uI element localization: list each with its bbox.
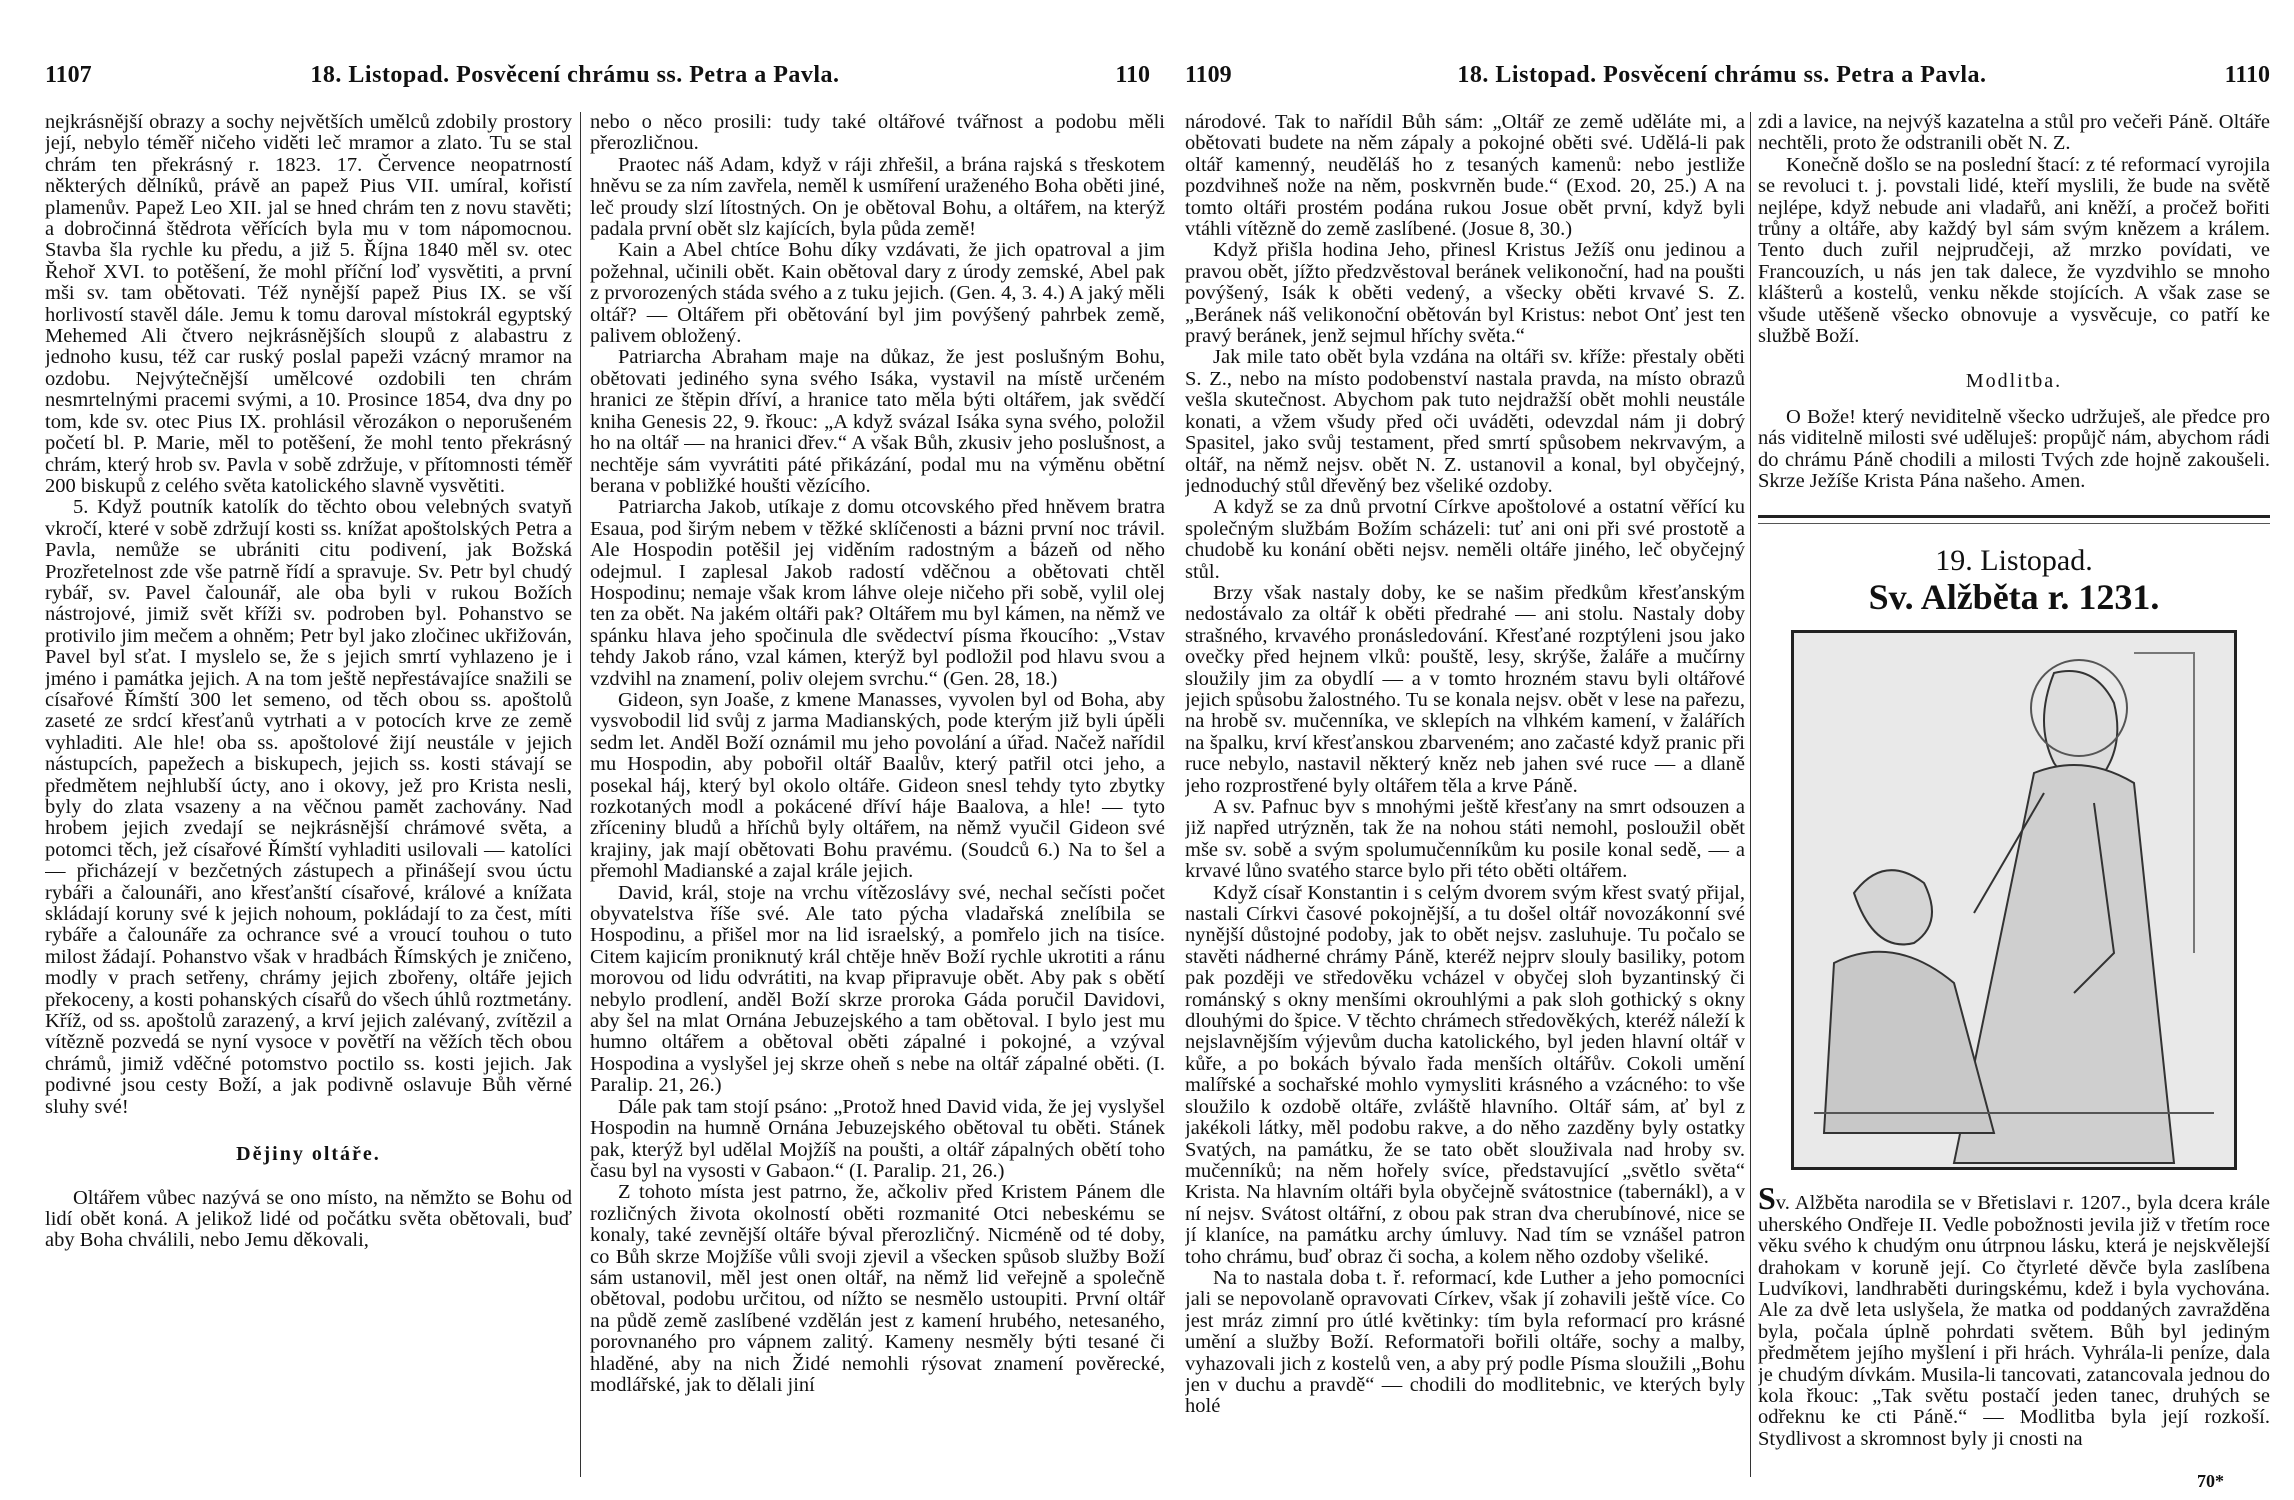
text-block xyxy=(1758,1180,2270,1450)
section-heading: Dějiny oltáře. xyxy=(236,1143,381,1166)
running-header xyxy=(1150,62,2294,98)
running-header xyxy=(0,62,1150,98)
section-rule xyxy=(1758,515,2270,524)
running-title: 18. Listopad. Posvěcení chrámu ss. Petra a Pavla. xyxy=(1457,62,1987,88)
paragraph: David, král, stoje na vrchu vítězoslávy své, nechal sečísti počet obyvatelstva říše své. Ale tato pýcha vladařská znelíbila se Hospodinu, a přišel mor na lid israelský, a pomřelo jich na tisíce. Citem kajicím proniknutý král chtěje hněv Boží rychle ukrotiti a ránu morovou od lidu odvrátiti, na kvap připravuje obět. Aby pak s obětí nebylo prodlení, anděl Boží skrze proroka Gáda poručil Davidovi, aby šel na mlat Ornána Jebuzejského a tam obětoval. I bylo jest mu humno oltářem a obětoval oběti zápalné i pokojné, a vzýval Hospodina a vyslyšel jej skrze oheň s nebe na oltář zápalné oběti. (I. Paralip. 21, 26.) xyxy=(590,881,1165,1097)
page-number: 1107 xyxy=(45,62,92,88)
paragraph: Kain a Abel chtíce Bohu díky vzdávati, že jich opatroval a jim požehnal, učinili obět. Kain obětoval dary z úrody zemské, Abel pak z prvorozených stáda svého a z tuku jejich. (Gen. 4, 3. 4.) A jaký měli oltář? — Oltářem při obětování byl jim povýšený pahrbek země, palivem obložený. xyxy=(590,239,1165,348)
paragraph: Z tohoto místa jest patrno, že, ačkoliv před Kristem Pánem dle rozličných života okolností oběti rozmanité Otci nebeskému se konaly, také zevnější oltáře býval přerozličný. Nicméně od té doby, co Bůh skrze Mojžíše vůli svoji zjevil a všecken spůsob služby Boží sám ustanovil, měl jest onen oltář, na němž lid veřejně a společně obětoval, podobu určitou, od nížto se nesmělo ustoupiti. První oltář na půdě země zaslíbené vzdělán jest z kamení hrubého, netesaného, porovnaného pro vápnem zalitý. Kameny nesměly býti tesané či hladěné, aby na nich Židé nemohli rýsovat znamení pověrecké, modlářské, jak to dělali jiní xyxy=(590,1181,1165,1396)
paragraph: Když přišla hodina Jeho, přinesl Kristus Ježíš onu jedinou a pravou obět, jížto předzvěstoval beránek velikonoční, had na poušti povýšený, Isák k oběti vedený, a všecky oběti krvavé S. Z. „Beránek náš velikonoční obětován byl Kristus: nebot Onť jest ten pravý beránek, jenž sejmul hříchy světa.“ xyxy=(1185,239,1745,348)
text-column xyxy=(45,112,572,1482)
column-divider xyxy=(580,112,581,1477)
engraving-image xyxy=(1794,633,2234,1167)
section-heading: Modlitba. xyxy=(1965,370,2063,393)
text-column xyxy=(1758,112,2270,1482)
paragraph: Praotec náš Adam, když v ráji zhřešil, a brána rajská s třeskotem hněvu se za ním zavřela, neměl k usmíření uraženého Boha oběti jiné, leč proudy slzí lítostných. On je obětoval Bohu, a oltářem, na kterýž padala první obět slz kajících, byla půda země! xyxy=(590,153,1165,241)
feast-title: Sv. Alžběta r. 1231. xyxy=(1868,576,2160,617)
paragraph: Dále pak tam stojí psáno: „Protož hned David vida, že jej vyslyšel Hospodin na humně Ornána Jebuzejského obětoval tu oběti. Stánek pak, kterýž byl udělal Mojžíš na poušti, a oltář zápalných obětí toho času byl na vysosti v Gabaon.“ (I. Paralip. 21, 26.) xyxy=(590,1095,1165,1182)
text-column xyxy=(590,112,1165,1482)
paragraph: Patriarcha Abraham maje na důkaz, že jest poslušným Bohu, obětovati jediného syna svého Isáka, vystavil na místě určeném hranici ze štěpin dříví, a hranice tato měla býti oltářem, jak svědčí kniha Genesis 22, 9. řkouc: „A když svázal Isáka syna svého, položil ho na oltář — na hranici dřev.“ A však Bůh, zkusiv jeho poslušnost, a nechtěje sám vyvrátiti páté přikázání, podal mu na výměnu obětní berana v pobližké houšti vězícího. xyxy=(590,346,1165,497)
paragraph: A když se za dnů prvotní Církve apoštolové a ostatní věřící ku společným službám Božím scházeli: tuť ani oni při své prostotě a chudobě ku konání oběti nejsv. neměli oltáře jiného, leč obyčejný stůl. xyxy=(1185,496,1745,583)
paragraph: Konečně došlo se na poslední štací: z té reformací vyrojila se revoluci t. j. povstali lidé, kteří myslili, že bude na světě nejlépe, když nebude ani vladařů, ani kněží, a pročež bořiti trůny a oltáře, aby každý byl sám svým knězem a králem. Tento duch zuřil nejprudčeji, až mrzko povídati, ve Francouzích, u nás jen tak dalece, že vyzdvihlo se mnoho klášterů a kostelů, venku někde stojících. A však zase se všude utěšeně všecko obnovuje a vysvěcuje, co patří ke službě Boží. xyxy=(1758,153,2270,348)
paragraph: A sv. Pafnuc byv s mnohými ještě křesťany na smrt odsouzen a již napřed utrýzněn, tak že na nohou státi nemohl, posloužil obět mše sv. sobě a svým spolumučenníkům ku posile konal sedě, — a krvavé lůno svatého starce bylo při této oběti oltářem. xyxy=(1185,796,1745,883)
signature-mark: 70* xyxy=(2197,1471,2224,1491)
paragraph: zdi a lavice, na nejvýš kazatelna a stůl pro večeři Páně. Oltáře nechtěli, proto že odstranili obět N. Z. xyxy=(1758,112,2270,155)
paragraph: Sv. Alžběta narodila se v Břetislavi r. 1207., byla dcera krále uherského Ondřeje II. Vedle pobožnosti jevila již v třetím roce věku svého k chudým onu útrpnou lásku, která je nejskvělejší drahokam v koruně její. Co čtyrleté děvče byla zaslíbena Ludvíkovi, landhraběti duringskému, kdež i byla vychována. Ale za dvě leta uslyšela, že matka od poddaných zavražděna byla, počala úplně pohrdati světem. Bůh byl jediným předmětem jejího myšlení i při hrách. Vyhrála-li peníze, dala je chudým dívkám. Musila-li tancovati, zatancovala jednou do kola řkouc: „Tak světu postačí jeden tanec, druhých se odřeknu ke cti Páně.“ — Modlitba byla její rozkoší. Stydlivost a skromnost byly ji cnosti na xyxy=(1758,1180,2270,1450)
paragraph: nejkrásnější obrazy a sochy největších umělců zdobily prostory její, nebylo téměř ničeho viděti leč mramor a zlato. Tu se stal chrám ten překrásný r. 1823. 17. Července neopatrností některých dělníků, právě an papež Pius VII. umíral, kořistí plamenův. Papež Leo XII. jal se hned chrám ten z novu stavěti; a dobročinná štědrota věřících byla mu v tom nápomocnou. Stavba šla rychle ku předu, a již 5. Října 1840 měl sv. otec Řehoř XVI. to potěšení, že mohl příční loď vysvětiti, a první mši sv. tam obětovati. Též nynější papež Pius IX. se vší horlivostí stavěl dále. Jemu k tomu daroval místokrál egyptský Mehemed Ali čtvero nejkrásnějších sloupů z alabastru z jednoho kusu, též car ruský poslal papeži vzácný mramor na ozdobu. Nejvýtečnější umělcové ozdobili ten chrám nesmrtelnými pracemi svými, a 10. Prosince 1854, dva dny po tom, kde sv. otec Pius IX. prohlásil věrozákon o neporušeném početí bl. P. Marie, měl to potěšení, že mohl tento překrásný chrám, který hrob sv. Pavla v sobě zdržuje, v přítomnosti téměř 200 biskupů z celého světa katolického slavně vysvětiti. xyxy=(45,112,572,497)
paragraph: 5. Když poutník katolík do těchto obou velebných svatyň vkročí, které v sobě zdržují kosti ss. knížat apoštolských Petra a Pavla, nemůže se ubrániti citu podivení, jak Božská Prozřetelnost zde vše patrně řídí a spravuje. Sv. Petr byl chudý rybář, sv. Pavel čalounář, ale oba byli v rukou Božích nástrojové, jimiž svět kříži sv. podroben byl. Pohanstvo se protivilo jim mečem a ohněm; Petr byl jako zločinec ukřižován, Pavel byl sťat. I myslelo se, že s jejich smrtí vyhlazeno je i jméno i památka jejich. A na tom ještě nepřestávajíce snažili se císařové Římští 300 let semeno, od těch obou ss. apoštolů zaseté ze srdcí křesťanů vytrhati a v potocích krve ze země vyhladiti. Ale hle! oba ss. apoštolové žijí neustále v jejich nástupcích, papežech a biskupech, jejich ss. kosti stávají se předmětem nejhlubší úcty, ano i okovy, jež pro Krista nesli, byly do zlata vsazeny a na věčnou pamět zachovány. Nad hrobem jejich zvedají se nejkrásnější chrámové světa, a potomci těch, jež císařové Římští vyhladiti usilovali — katolíci — přicházejí v bezčetných zástupech a přinášejí svou úctu rybáři a čalounáři, ano křesťanští císařové, králové a knížata skládají koruny své k jejich nohoum, pokládají to za čest, míti rybáře a čalounáře za ochrance své a vroucí touhou o tuto milost žádají. Pohanstvo však v hradbách Římských je zničeno, modly v prach setřeny, chrámy jejich zbořeny, oltáře jejich překoceny, a kosti pohanských císařů do všech úhlů roztmetány. Kříž, od ss. apoštolů zarazený, a krví jejich zalévaný, zvítězil a vítězně pozvedá se nyní vysoce v povětří na věžích těch obou chrámů, jimiž vděčné potomstvo poctilo ss. kosti jejich. Jak podivné jsou cesty Boží, a jak podivně oslavuje Bůh věrné sluhy své! xyxy=(45,496,572,1118)
paragraph: národové. Tak to nařídil Bůh sám: „Oltář ze země uděláte mi, a obětovati budete na něm zápaly a pokojné oběti své. Udělá-li pak oltář kamenný, neuděláš ho z tesaných kamenů: nebo jestliže pozdvihneš nože na něm, poskvrněn bude.“ (Exod. 20, 25.) A na tomto oltáři prostém podána rukou Josue obět první, když byli vtáhli vítězně do země zaslíbené. (Josue 8, 30.) xyxy=(1185,112,1745,241)
paragraph: Na to nastala doba t. ř. reformací, kde Luther a jeho pomocníci jali se nepovolaně opravovati Církev, však jí zohavili ještě více. Co jest mráz zimní pro útlé květinky: tím byla reformací pro krásné umění a služby Boží. Reformatoři bořili oltáře, sochy a malby, vyhazovali jich z kostelů ven, a aby prý podle Písma sloužili „Bohu jen v duchu a pravdě“ — chodili do modlitebnic, ve kterých byly holé xyxy=(1185,1266,1745,1418)
paragraph: Gideon, syn Joaše, z kmene Manasses, vyvolen byl od Boha, aby vysvobodil lid svůj z jarma Madianských, pode kterým již byli úpěli sedm let. Anděl Boží oznámil mu jeho povolání a úřad. Načež nařídil mu Hospodin, aby pobořil oltář Baalův, který patřil otci jeho, a posekal háj, který byl okolo oltáře. Gideon snesl tehdy tyto zbytky rozkotaných modl a pokácené dříví háje Baalova, a hle! — tyto zříceniny bludů a hříchů byly oltářem, na němž vyučil Gideon své krajiny, jak mají obětovati Bohu pravému. (Soudců 6.) Na to šel a přemohl Madianské a zajal krále jejich. xyxy=(590,688,1165,883)
page-number: 1110 xyxy=(2224,62,2270,88)
running-title: 18. Listopad. Posvěcení chrámu ss. Petra a Pavla. xyxy=(310,62,840,88)
saint-elizabeth-illustration xyxy=(1791,630,2237,1170)
page-number: 110 xyxy=(1115,62,1150,88)
paragraph: Oltářem vůbec nazývá se ono místo, na němžto se Bohu od lidí obět koná. A jelikož lidé od počátku světa obětovali, buď aby Boha chválili, nebo Jemu děkovali, xyxy=(45,1186,572,1252)
paragraph: O Bože! který neviditelně všecko udržuješ, ale předce pro nás viditelně milosti své uděluješ: propůjč nám, abychom rádi do chrámu Páně chodili a milosti Tvých zde hojně zakoušeli. Skrze Ježíše Krista Pána našeho. Amen. xyxy=(1758,405,2270,493)
text-block xyxy=(1758,112,2270,493)
feast-date: 19. Listopad. xyxy=(1935,543,2093,577)
paragraph: Jak mile tato obět byla vzdána na oltáři sv. kříže: přestaly oběti S. Z., nebo na místo podobenství nastala pravda, na místo obrazů vešla skutečnost. Abychom pak tuto nejdražší obět mohli neustále konati, a vžem všudy před oči uváděti, odevzdal nám ji dobrý Spasitel, jako svůj testament, před smrtí spůsobem nekrvavým, a oltář, na němž nejsv. obět N. Z. ustanovil a konal, byl obyčejný, jednoduchý stůl dřevěný bez všeliké ozdoby. xyxy=(1185,346,1745,497)
paragraph: Brzy však nastaly doby, ke se našim předkům křesťanským nedostávalo za oltář k oběti předrahé — ani stolu. Nastaly doby strašného, krvavého pronásledování. Křesťané rozptýleni jsou jako ovečky před hejnem vlků: pouště, lesy, skrýše, žaláře a mučírny sloužily jim za obydlí — a v tomto hrozném stavu byli oltářové jejich spůsobu žalostného. Tu se konala nejsv. obět v lese na pařezu, na hrobě sv. mučenníka, ve sklepích na vlhkém kamení, v žalářích na špalku, krví křesťanskou zbarveném; ano začasté když pranic při ruce nebylo, nastavil některý kněz neb jahen své ruce — a dlaně jeho rozprostřené byly oltářem těla a krve Páně. xyxy=(1185,581,1745,797)
paragraph: nebo o něco prosili: tudy také oltářové tvářnost a podobu měli přerozličnou. xyxy=(590,112,1165,155)
text-column xyxy=(1185,112,1745,1482)
column-divider xyxy=(1750,112,1751,1477)
page-number: 1109 xyxy=(1185,62,1232,88)
right-page xyxy=(1150,0,2294,1500)
paragraph: Když císař Konstantin i s celým dvorem svým křest svatý přijal, nastali Církvi časové pokojnější, a tu došel oltář novozákonní své nynější důstojné podoby, jak to obět nejsv. zasluhuje. Tu počalo se stavěti nádherné chrámy Páně, kteréž nejprv slouly basiliky, potom pak později ve středověku vcházel v obyčej sloh byzantinský či románský s okny menšími okrouhlými a pak sloh gothický s okny dlouhými do špice. V těchto chrámech středověkých, kteréž náleží k nejslavnějším výjevům ducha katolického, byl jeden hlavní oltář v kůře, a po bokách bývalo řada menších oltářův. Cokoli umění malířské a sochařské mohlo vymysliti krásného a vzácného: to vše sloužilo k ozdobě oltáře, zvláště hlavního. Oltář sám, ať byl z jakékoli látky, měl podobu rakve, a do něho zazděny byly ostatky Svatých, na památku, že se tato obět slouživala nad hroby sv. mučenníků; na něm hořely svíce, představující „světlo světa“ Krista. Na hlavním oltáři byla obyčejně svátostnice (tabernákl), a v ní nejsv. Svátost oltářní, z obou pak stran dva cherubínové, nice se jí klaníce, na památku archy úmluvy. Nad tím se vznášel patron toho chrámu, buď obraz či socha, a kolem něho ozdoby všeliké. xyxy=(1185,881,1745,1268)
paragraph: Patriarcha Jakob, utíkaje z domu otcovského před hněvem bratra Esaua, pod širým nebem v těžké sklíčenosti a bázni první noc trávil. Ale Hospodin potěšil jej viděním radostným a bázeň od něho odejmul. I zaplesal Jakob radostí vděčnou a obětovati chtěl Hospodinu; nemaje však krom láhve oleje ničeho při sobě, vylil olej ten za obět. Na jakém oltáři pak? Oltářem mu byl kámen, na němž ve spánku hlava jeho spočinula dle svědectví písma řkoucího: „Vstav tehdy Jakob ráno, vzal kámen, kterýž byl podložil pod hlavu svou a vzdvihl na znamení, poliv olejem svrchu.“ (Gen. 28, 18.) xyxy=(590,496,1165,690)
